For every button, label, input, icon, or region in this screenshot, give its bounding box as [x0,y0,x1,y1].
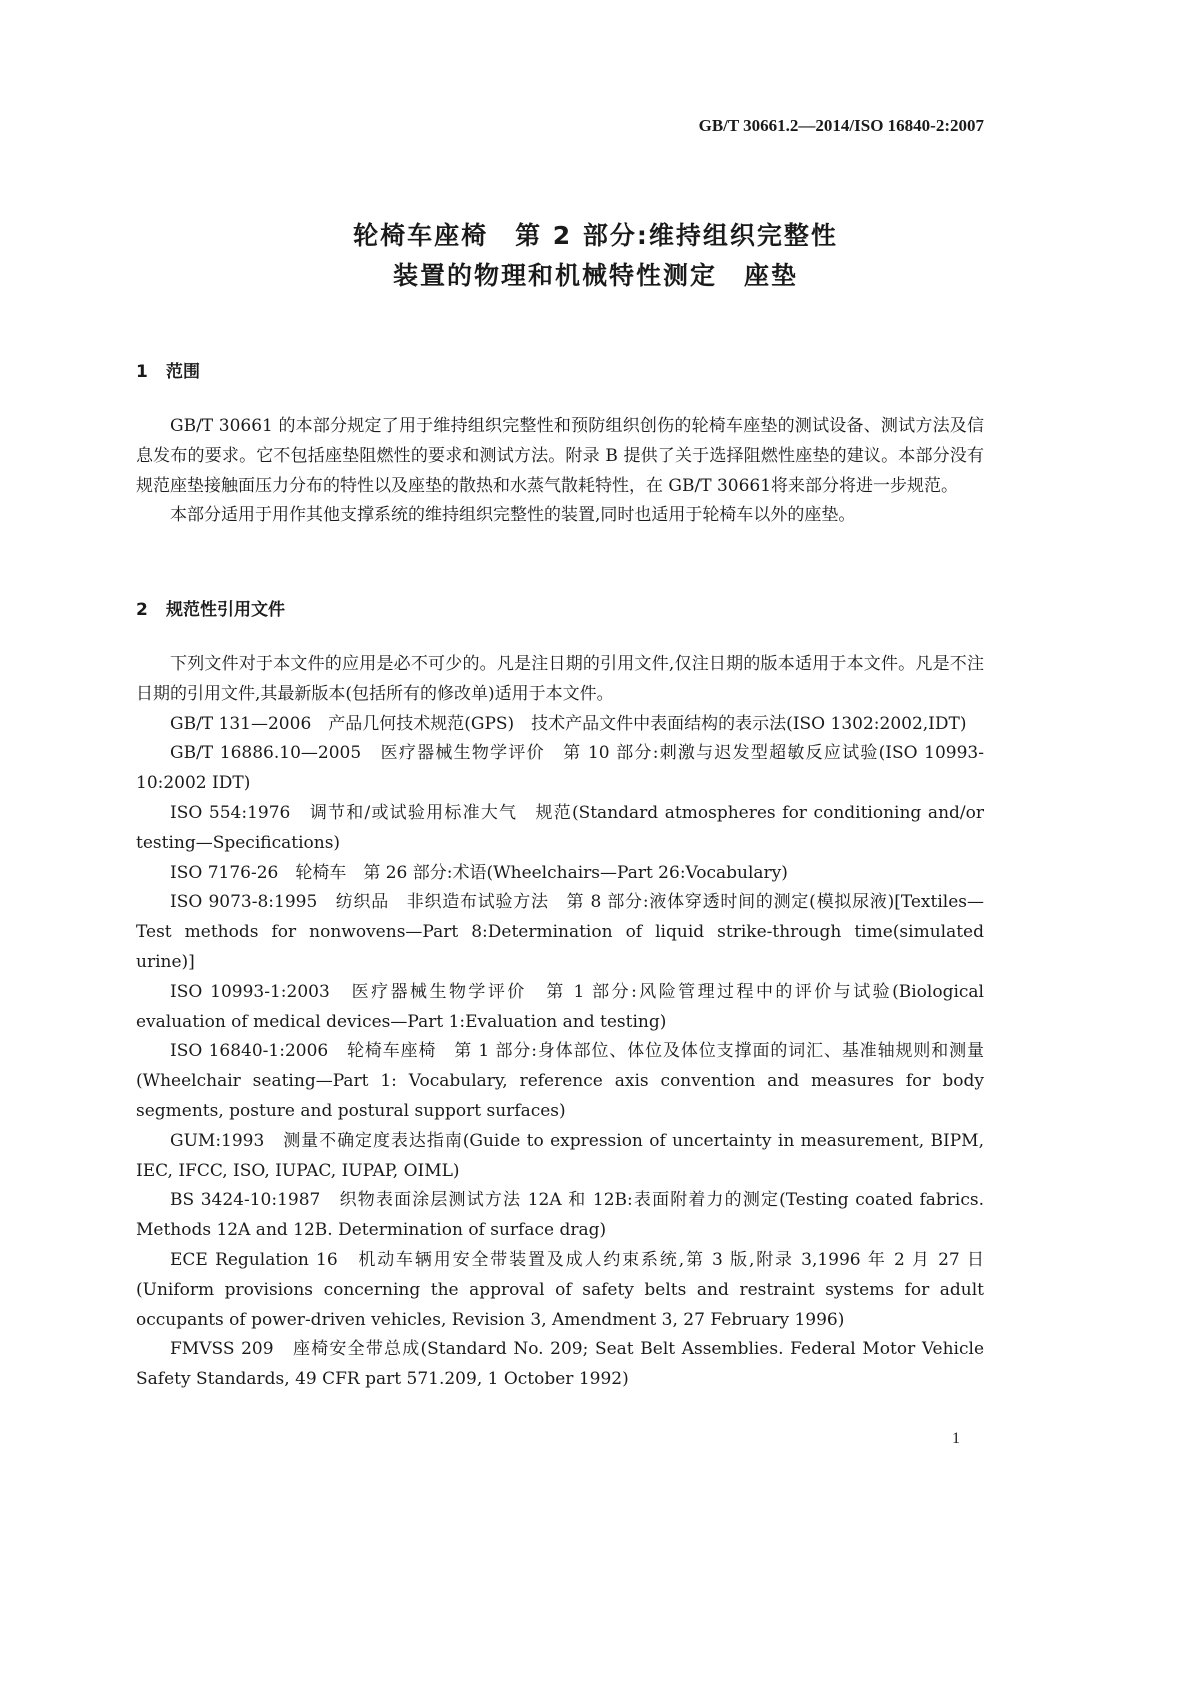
document-title-line-2: 装置的物理和机械特性测定 座垫 [392,261,798,290]
section-title: 范围 [166,362,200,382]
section-number: 2 [136,600,148,620]
reference-item: BS 3424-10:1987 织物表面涂层测试方法 12A 和 12B:表面附着力的测定(Testing coated fabrics. Methods 12A and 12B. Determination of surface drag) [136,1190,984,1241]
reference-item: ISO 9073-8:1995 纺织品 非织造布试验方法 第 8 部分:液体穿透时间的测定(模拟尿液)[Textiles—Test methods for nonwovens—Part 8:Determination of liquid strike-through time(simulated urine)] [136,892,984,972]
reference-item: ECE Regulation 16 机动车辆用安全带装置及成人约束系统,第 3 版,附录 3,1996 年 2 月 27 日(Uniform provisions concerning the approval of safety belts and restraint systems for adult occupants of power-driven vehicles, Revision 3, Amendment 3, 27 February 1996) [136,1249,984,1330]
paragraph: 下列文件对于本文件的应用是必不可少的。凡是注日期的引用文件,仅注日期的版本适用于本文件。凡是不注日期的引用文件,其最新版本(包括所有的修改单)适用于本文件。 [136,654,984,704]
reference-item: ISO 10993-1:2003 医疗器械生物学评价 第 1 部分:风险管理过程中的评价与试验(Biological evaluation of medical devices—Part 1:Evaluation and testing) [136,981,984,1032]
reference-item: GB/T 131—2006 产品几何技术规范(GPS) 技术产品文件中表面结构的表示法(ISO 1302:2002,IDT) [170,713,967,734]
section-title: 规范性引用文件 [166,600,285,620]
reference-item: ISO 16840-1:2006 轮椅车座椅 第 1 部分:身体部位、体位及体位支撑面的词汇、基准轴规则和测量(Wheelchair seating—Part 1: Vocabulary, reference axis convention and measures for body segments, posture and postural support surfaces) [136,1041,984,1121]
document-title-line-1: 轮椅车座椅 第 2 部分:维持组织完整性 [353,221,838,250]
reference-item: ISO 7176-26 轮椅车 第 26 部分:术语(Wheelchairs—Part 26:Vocabulary) [170,862,788,883]
reference-item: FMVSS 209 座椅安全带总成(Standard No. 209; Seat Belt Assemblies. Federal Motor Vehicle Safety Standards, 49 CFR part 571.209, 1 October 1992) [136,1339,984,1390]
standard-code-header: GB/T 30661.2—2014/ISO 16840-2:2007 [698,116,984,135]
reference-item: GUM:1993 测量不确定度表达指南(Guide to expression of uncertainty in measurement, BIPM, IEC, IFCC, ISO, IUPAC, IUPAP, OIML) [136,1130,984,1181]
section-body-scope [136,412,984,531]
paragraph: GB/T 30661 的本部分规定了用于维持组织完整性和预防组织创伤的轮椅车座垫的测试设备、测试方法及信息发布的要求。它不包括座垫阻燃性的要求和测试方法。附录 B 提供了关于选择阻燃性座垫的建议。本部分没有规范座垫接触面压力分布的特性以及座垫的散热和水蒸气散耗特性，在 GB/T 30661将来部分将进一步规范。 [136,416,984,496]
section-body-normative-references [136,650,984,1395]
section-heading-normative-references [136,595,285,620]
section-number: 1 [136,362,148,382]
paragraph: 本部分适用于用作其他支撑系统的维持组织完整性的装置,同时也适用于轮椅车以外的座垫。 [170,505,856,526]
page-number: 1 [952,1430,960,1447]
section-heading-scope [136,357,200,382]
reference-item: ISO 554:1976 调节和/或试验用标准大气 规范(Standard atmospheres for conditioning and/or testing—Specifications) [136,802,984,853]
reference-item: GB/T 16886.10—2005 医疗器械生物学评价 第 10 部分:刺激与迟发型超敏反应试验(ISO 10993-10:2002 IDT) [136,743,984,794]
